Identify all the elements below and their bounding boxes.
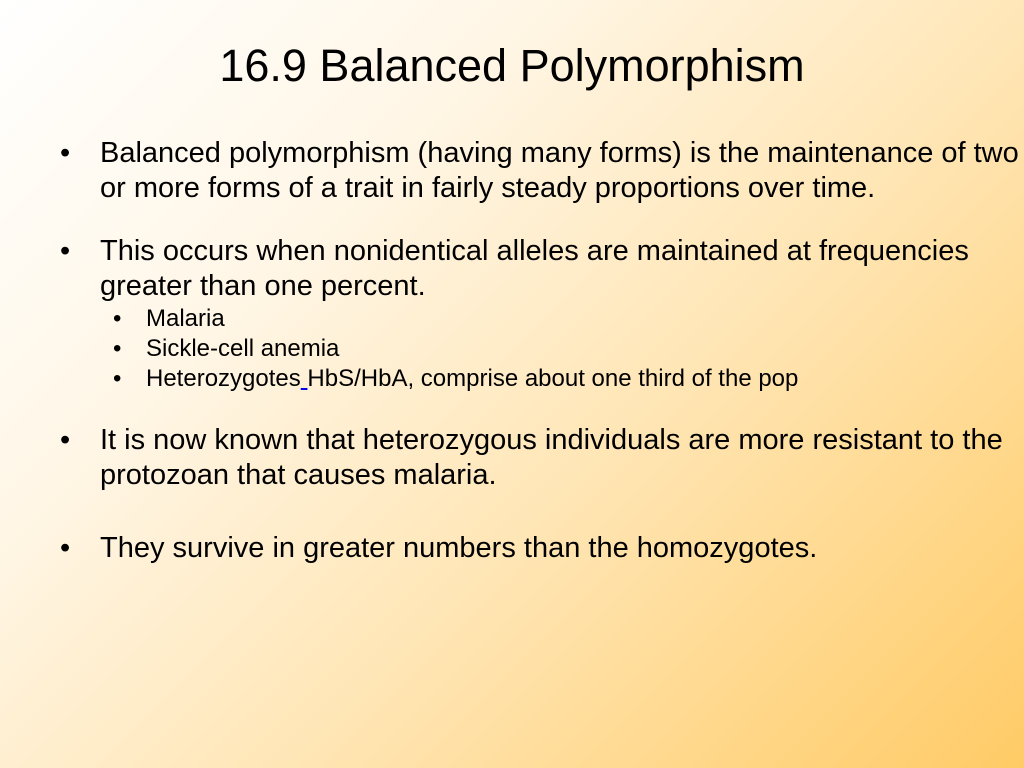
- bullet-item-definition: [0, 136, 1024, 206]
- bullet-dot-icon: •: [60, 137, 71, 169]
- sub-list-container: [0, 304, 1024, 394]
- bullet-text: This occurs when nonidentical alleles are maintained at frequencies greater than one percent.: [100, 235, 969, 302]
- sub-bullet-dot-icon: •: [113, 335, 122, 362]
- bullet-dot-icon: •: [60, 424, 71, 456]
- bullet-item-resistance: [0, 423, 1024, 493]
- bullet-list: [0, 136, 1024, 566]
- sub-item-text-before: Heterozygotes: [146, 365, 301, 392]
- sub-item-heterozygotes: [0, 364, 1024, 394]
- sub-bullet-dot-icon: •: [113, 365, 122, 392]
- sub-bullet-list: [0, 304, 1024, 394]
- sub-item-text: Malaria: [146, 305, 225, 332]
- bullet-dot-icon: •: [60, 235, 71, 267]
- sub-item-sickle-cell: [0, 334, 1024, 364]
- slide-title: 16.9 Balanced Polymorphism: [219, 40, 805, 91]
- sub-bullet-dot-icon: •: [113, 305, 122, 332]
- sub-item-text: Sickle-cell anemia: [146, 335, 340, 362]
- sub-item-malaria: [0, 304, 1024, 334]
- sub-item-text-after: HbS/HbA, comprise about one third of the pop: [307, 365, 799, 392]
- bullet-text: It is now known that heterozygous individuals are more resistant to the protozoan that causes malaria.: [100, 424, 1003, 491]
- bullet-dot-icon: •: [60, 532, 71, 564]
- bullet-item-alleles: [0, 234, 1024, 304]
- bullet-item-survival: [0, 531, 1024, 566]
- bullet-text: Balanced polymorphism (having many forms) is the maintenance of two or more forms of a trait in fairly steady proportions over time.: [100, 137, 1019, 204]
- bullet-text: They survive in greater numbers than the homozygotes.: [100, 532, 818, 564]
